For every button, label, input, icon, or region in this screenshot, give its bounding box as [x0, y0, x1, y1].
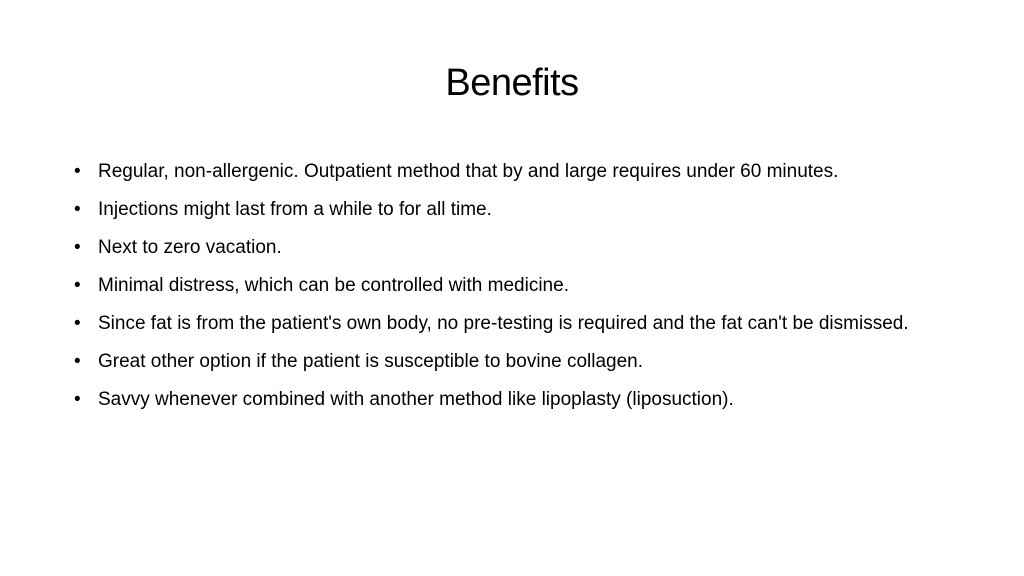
bullet-icon: • — [74, 161, 81, 182]
bullet-icon: • — [74, 351, 81, 372]
bullet-item-5 — [72, 310, 946, 338]
bullet-text: Since fat is from the patient's own body, no pre-testing is required and the fat can't be dismissed. — [98, 313, 909, 334]
bullet-text: Great other option if the patient is susceptible to bovine collagen. — [98, 351, 644, 372]
bullet-text: Next to zero vacation. — [98, 237, 282, 258]
bullet-icon: • — [74, 389, 81, 410]
bullet-item-7 — [72, 386, 946, 414]
bullet-item-6 — [72, 348, 946, 376]
bullet-item-3 — [72, 234, 946, 262]
bullet-icon: • — [74, 313, 81, 334]
slide-title: Benefits — [445, 62, 579, 104]
bullet-icon: • — [74, 237, 81, 258]
bullet-item-2 — [72, 196, 946, 224]
bullet-text: Regular, non-allergenic. Outpatient method that by and large requires under 60 minutes. — [98, 161, 839, 182]
bullet-item-4 — [72, 272, 946, 300]
bullet-text: Savvy whenever combined with another method like lipoplasty (liposuction). — [98, 389, 734, 410]
bullet-text: Minimal distress, which can be controlled with medicine. — [98, 275, 569, 296]
bullet-list — [72, 158, 946, 424]
bullet-item-1 — [72, 158, 946, 186]
bullet-icon: • — [74, 199, 81, 220]
bullet-text: Injections might last from a while to for all time. — [98, 199, 492, 220]
bullet-icon: • — [74, 275, 81, 296]
